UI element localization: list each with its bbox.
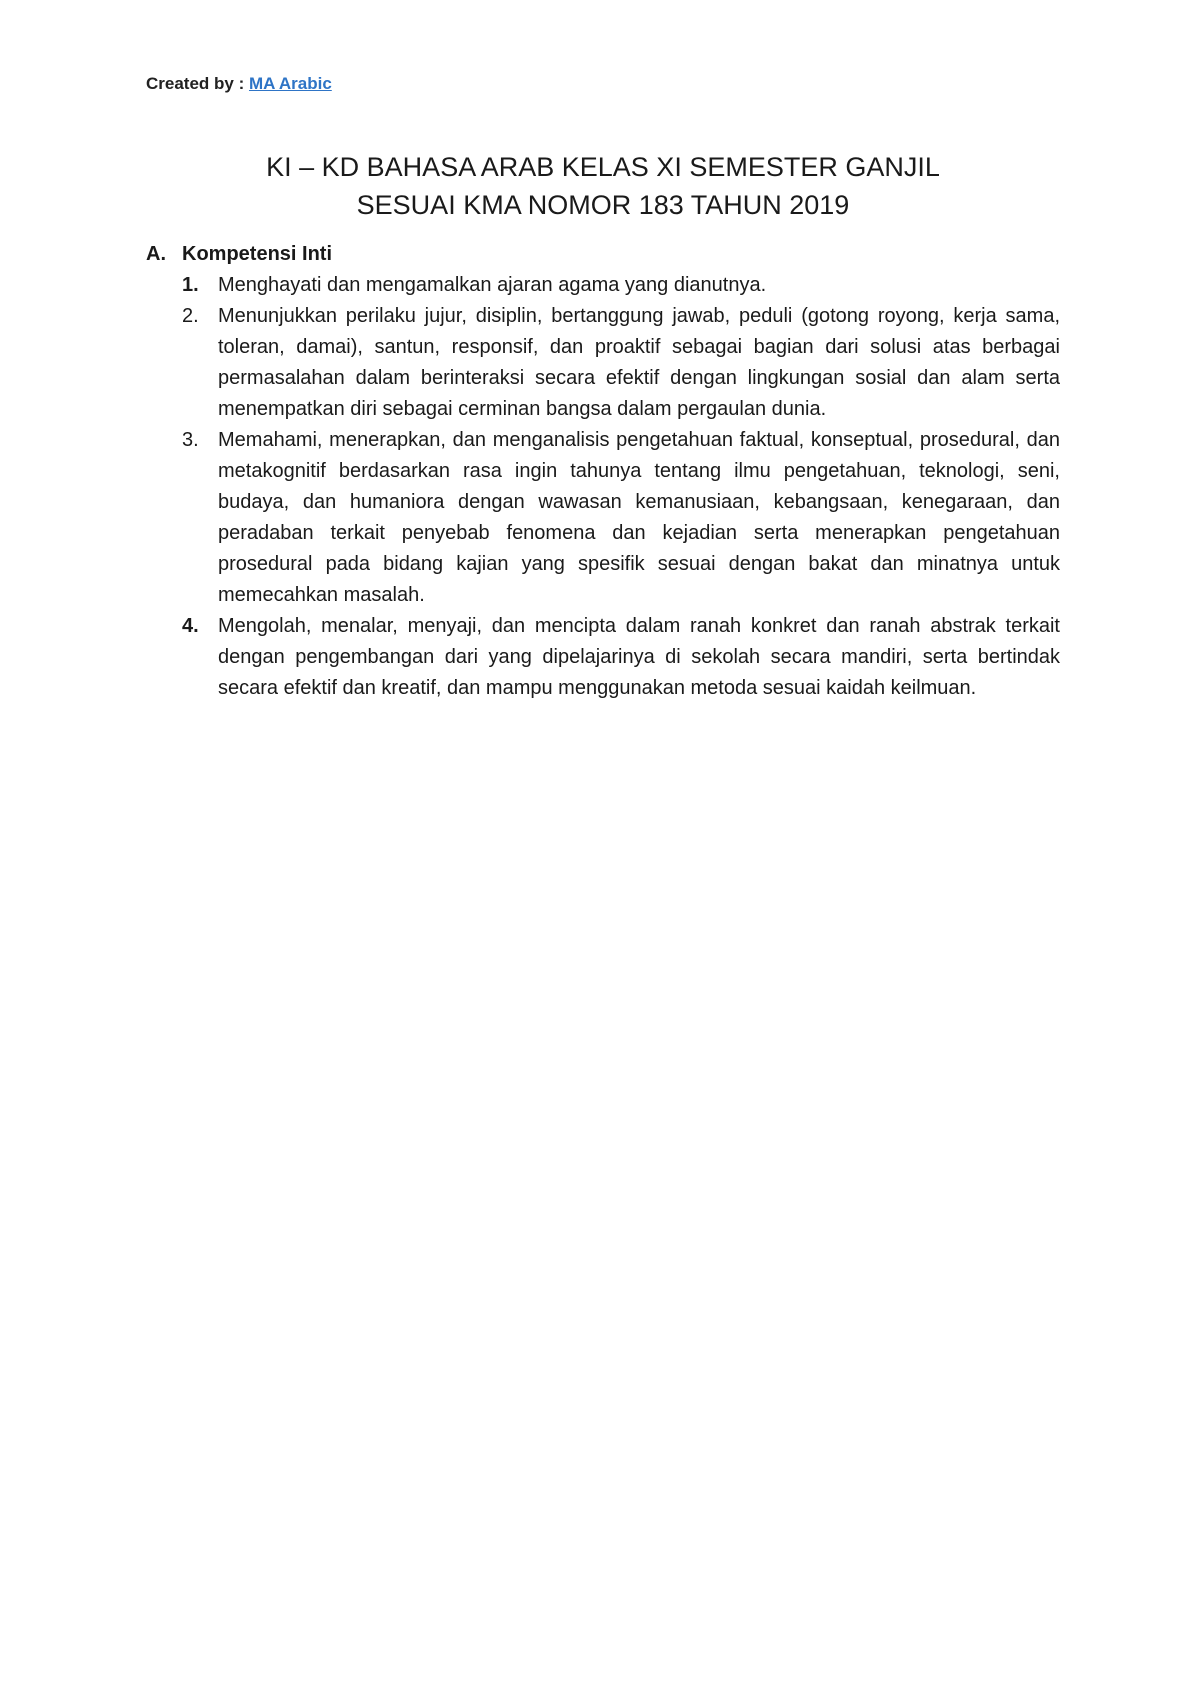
list-item-text: Menghayati dan mengamalkan ajaran agama yang dianutnya. [218, 274, 767, 296]
credit-line [146, 74, 332, 94]
created-by-label: Created by : [146, 74, 245, 93]
list-item-number: 1. [182, 274, 199, 296]
competency-list [146, 270, 1060, 704]
list-item [182, 425, 1060, 611]
list-item-number: 2. [182, 305, 199, 327]
document-title [146, 148, 1060, 224]
list-item-text: Memahami, menerapkan, dan menganalisis pengetahuan faktual, konseptual, prosedural, dan metakognitif berdasarkan rasa ingin tahunya tentang ilmu pengetahuan, teknologi, seni, budaya, dan humaniora dengan wawasan kemanusiaan, kebangsaan, kenegaraan, dan peradaban terkait penyebab fenomena dan kejadian serta menerapkan pengetahuan prosedural pada bidang kajian yang spesifik sesuai dengan bakat dan minatnya untuk memecahkan masalah. [218, 429, 1060, 606]
section-kompetensi-inti [146, 239, 1060, 704]
list-item [182, 611, 1060, 704]
list-item-number: 4. [182, 615, 199, 637]
list-item-number: 3. [182, 429, 199, 451]
author-link[interactable]: MA Arabic [248, 74, 332, 93]
list-item-text: Menunjukkan perilaku jujur, disiplin, bertanggung jawab, peduli (gotong royong, kerja sama, toleran, damai), santun, responsif, dan proaktif sebagai bagian dari solusi atas berbagai permasalahan dalam berinteraksi secara efektif dengan lingkungan sosial dan alam serta menempatkan diri sebagai cerminan bangsa dalam pergaulan dunia. [218, 305, 1060, 420]
list-item [182, 270, 1060, 301]
section-heading [146, 239, 1060, 270]
section-heading-text: Kompetensi Inti [182, 243, 333, 265]
list-item [182, 301, 1060, 425]
list-item-text: Mengolah, menalar, menyaji, dan mencipta dalam ranah konkret dan ranah abstrak terkait dengan pengembangan dari yang dipelajarinya di sekolah secara mandiri, serta bertindak secara efektif dan kreatif, dan mampu menggunakan metoda sesuai kaidah keilmuan. [218, 615, 1060, 699]
section-letter: A. [146, 243, 166, 265]
title-line-1: KI – KD BAHASA ARAB KELAS XI SEMESTER GANJIL [266, 152, 940, 182]
title-line-2: SESUAI KMA NOMOR 183 TAHUN 2019 [356, 190, 850, 220]
